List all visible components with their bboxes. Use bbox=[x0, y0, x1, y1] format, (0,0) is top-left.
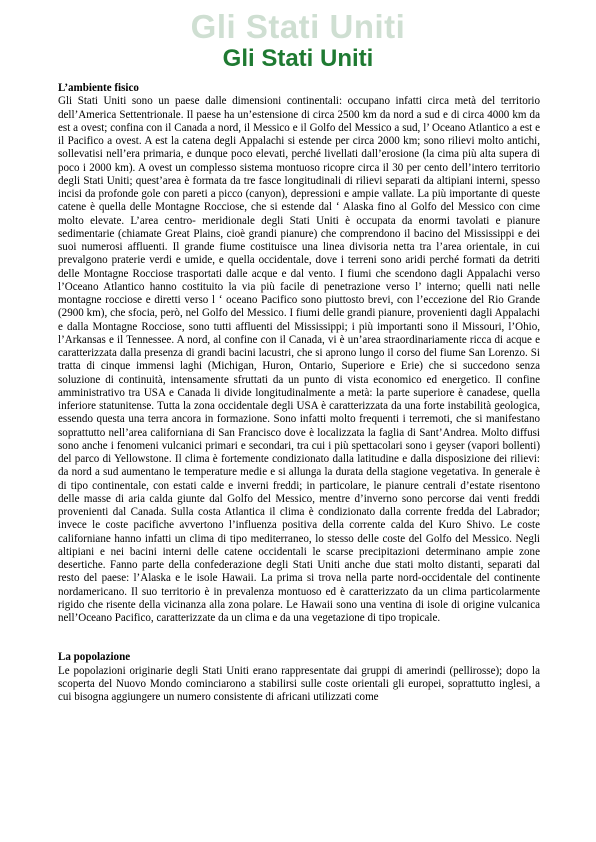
section-heading: La popolazione bbox=[58, 651, 131, 664]
page-title: Gli Stati Uniti bbox=[222, 45, 374, 72]
title-shadow: Gli Stati Uniti bbox=[190, 8, 406, 45]
section-ambiente-fisico bbox=[58, 82, 540, 625]
section-popolazione bbox=[58, 651, 540, 704]
section-heading: L’ambiente fisico bbox=[58, 82, 139, 94]
section-paragraph: Le popolazioni originarie degli Stati Uniti erano rappresentate dai gruppi di amerindi (pellirosse); dopo la scoperta del Nuovo Mondo cominciarono a stabilirsi sulle coste orientali gli europei, soprattutto inglesi, a cui bisogna aggiungere un numero consistente di africani utilizzati come bbox=[58, 664, 540, 703]
section-spacer bbox=[58, 625, 540, 651]
title-block bbox=[0, 8, 596, 78]
section-paragraph: Gli Stati Uniti sono un paese dalle dimensioni continentali: occupano infatti circa metà del territorio dell’America Settentrionale. Il paese ha un’estensione di circa 2500 km da nord a sud e di circa 4000 km da est a ovest; confina con il Canada a nord, il Messico e il Golfo del Messico a sud, l’ Oceano Atlantico a est e il Pacifico a ovest. A est la catena degli Appalachi si estende per circa 2000 km; sono rilievi molto antichi, sollevatisi nell’era primaria, e dunque poco elevati, perché livellati dall’erosione (la cima più alta supera di poco i 2000 km). A ovest un complesso sistema montuoso ricopre circa il 30 per cento dell’intero territorio degli Stati Uniti; quest’area è formata da tre fasce longitudinali di rilievi separati da altipiani interni, spesso incisi da profonde gole con pareti a picco (canyon), depressioni e ampie vallate. La più importante di queste catene è quella delle Montagne Rocciose, che si estende dal ‘ Alaska fino al Golfo del Messico con cime molto elevate. L’area centro- meridionale degli Stati Uniti è occupata da enormi tavolati e pianure sedimentarie (chiamate Great Plains, cioè grandi pianure) che comprendono il bacino del Mississippi e dei suoi numerosi affluenti. Il grande fiume costituisce una linea divisoria netta tra l’area orientale, in cui prevalgono praterie verdi e umide, e quella occidentale, dove i terreni sono aridi perché formati da detriti delle Montagne Rocciose trasportati dalle acque e dal vento. I fiumi che scendono dagli Appalachi verso l’Oceano Atlantico hanno costituito la via più facile di penetrazione verso l’ interno; quelli nati nelle montagne rocciose e diretti verso l ‘ oceano Pacifico sono piuttosto brevi, con l’eccezione del Rio Grande (2900 km), che sfocia, però, nel Golfo del Messico. I fiumi delle grandi pianure, provenienti dagli Appalachi e dalla Montagne Rocciose, sono tutti affluenti del Mississippi; i più importanti sono il Missouri, l’Ohio, l’Arkansas e il Tennessee. A nord, al confine con il Canada, vi è un’area straordinariamente ricca di acque e caratterizzata dalla presenza di grandi bacini lacustri, che si aprono lungo il corso del fiume San Lorenzo. Si tratta di cinque immensi laghi (Michigan, Huron, Ontario, Superiore e Erie) che si succedono senza soluzione di continuità, intensamente sfruttati da un punto di vista economico ed energetico. Il confine amministrativo tra USA e Canada li divide longitudinalmente a metà: la parte superiore è canadese, quella inferiore statunitense. Tutta la zona occidentale degli USA è caratterizzata da una forte instabilità geologica, essendo questa una terra ancora in formazione. Sono infatti molto frequenti i terremoti, che si manifestano soprattutto nell’area californiana di San Francisco dove è localizzata la faglia di Sant’Andrea. Molto diffusi sono anche i fenomeni vulcanici primari e secondari, tra cui i più spettacolari sono i geyser (vapori bollenti) del parco di Yellowstone. Il clima è fortemente condizionato dalla latitudine e dalla disposizione dei rilievi: da nord a sud aumentano le temperature medie e si allunga la durata della stagione vegetativa. In generale è di tipo continentale, con estati calde e inverni freddi; in particolare, le pianure centrali d’estate risentono delle masse di aria calda giunte dal Golfo del Messico, mentre d’inverno sono percorse dai venti freddi provenienti dal Canada. Sulla costa Atlantica il clima è condizionato dalla corrente fredda del Labrador; invece le coste pacifiche avvertono l’influenza positiva della corrente calda del Kuro Shivo. Le coste californiane hanno infatti un clima di tipo mediterraneo, lo stesso delle coste del Golfo del Messico. Negli altipiani e nei bacini interni delle catene occidentali le scarse precipitazioni determinano ampie zone desertiche. Fanno parte della confederazione degli Stati Uniti anche due stati molto distanti, separati dal resto del paese: l’Alaska e le isole Hawaii. La prima si trova nella parte nord-occidentale del continente nordamericano. Il suo territorio è in prevalenza montuoso ed è caratterizzato da un clima particolarmente rigido che risente della vicinanza alla zona polare. Le Hawaii sono una ventina di isole di origine vulcanica nell’Oceano Pacifico, caratterizzate da un clima e da una vegetazione di tipo tropicale. bbox=[58, 95, 540, 624]
document-body bbox=[58, 82, 540, 704]
